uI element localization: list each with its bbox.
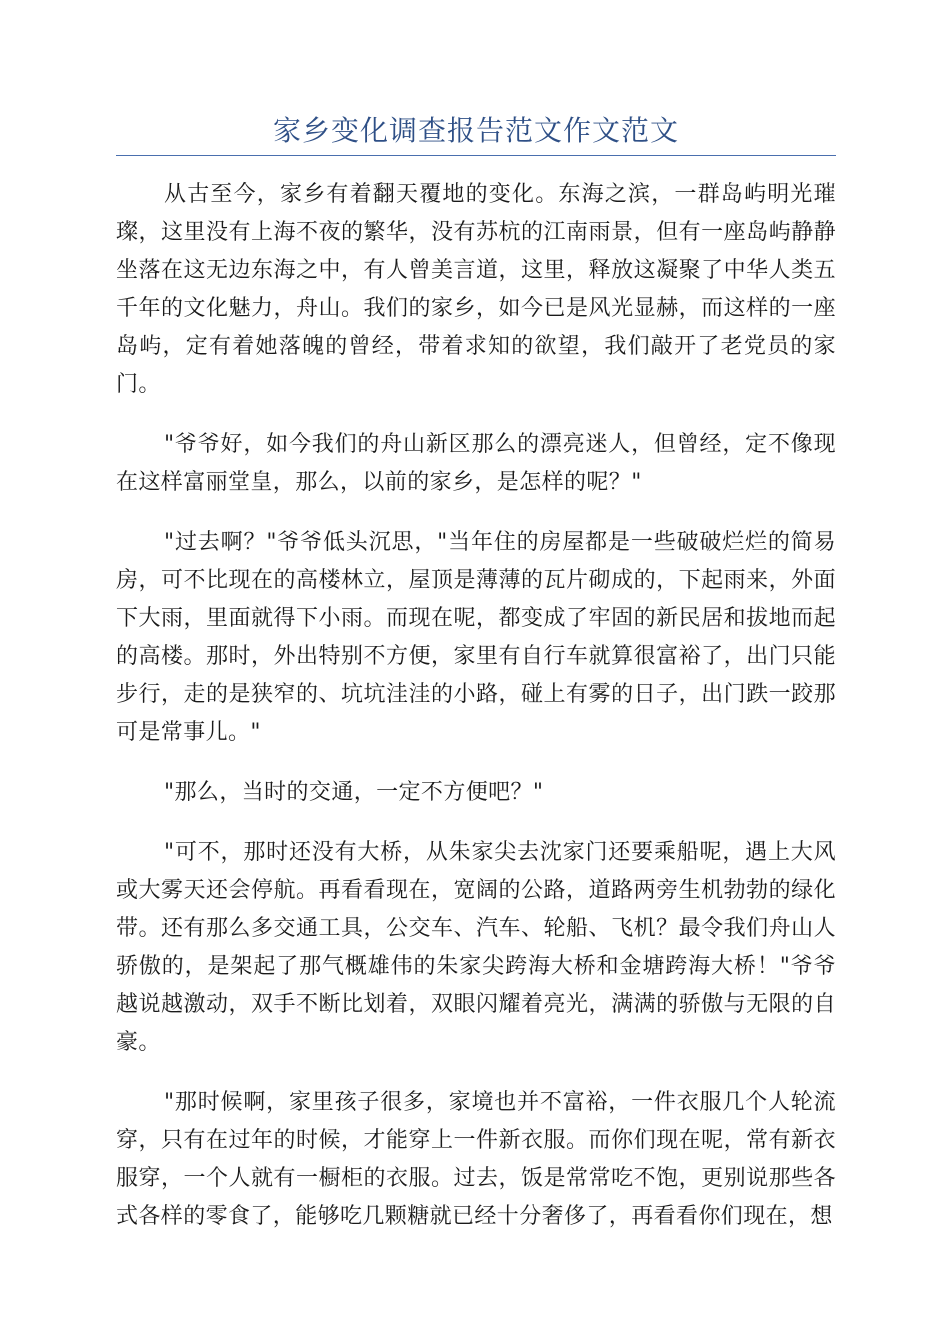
paragraph-6: "那时候啊，家里孩子很多，家境也并不富裕，一件衣服几个人轮流穿，只有在过年的时候，才能穿上一件新衣服。而你们现在呢，常有新衣服穿，一个人就有一橱柜的衣服。过去，饭是常常吃不饱，更别说那些各式各样的零食了，能够吃几颗糖就已经十分奢侈了，再看看你们现在，想 [116, 1090, 836, 1229]
paragraph-5: "可不，那时还没有大桥，从朱家尖去沈家门还要乘船呢，遇上大风或大雾天还会停航。再看看现在，宽阔的公路，道路两旁生机勃勃的绿化带。还有那么多交通工具，公交车、汽车、轮船、飞机？最令我们舟山人骄傲的，是架起了那气概雄伟的朱家尖跨海大桥和金塘跨海大桥！"爷爷越说越激动，双手不断比划着，双眼闪耀着亮光，满满的骄傲与无限的自豪。 [116, 840, 836, 1055]
title-underline [116, 155, 836, 156]
document-title: 家乡变化调查报告范文作文范文 [272, 114, 679, 147]
paragraph-4: "那么，当时的交通，一定不方便吧？" [164, 780, 544, 805]
document-body [116, 176, 836, 1258]
paragraph-3: "过去啊？"爷爷低头沉思，"当年住的房屋都是一些破破烂烂的简易房，可不比现在的高楼林立，屋顶是薄薄的瓦片砌成的，下起雨来，外面下大雨，里面就得下小雨。而现在呢，都变成了牢固的新民居和拔地而起的高楼。那时，外出特别不方便，家里有自行车就算很富裕了，出门只能步行，走的是狭窄的、坑坑洼洼的小路，碰上有雾的日子，出门跌一跤那可是常事儿。" [116, 530, 836, 745]
paragraph-2: "爷爷好，如今我们的舟山新区那么的漂亮迷人，但曾经，定不像现在这样富丽堂皇，那么，以前的家乡，是怎样的呢？" [116, 432, 836, 495]
paragraph-1: 从古至今，家乡有着翻天覆地的变化。东海之滨，一群岛屿明光璀璨，这里没有上海不夜的繁华，没有苏杭的江南雨景，但有一座岛屿静静坐落在这无边东海之中，有人曾美言道，这里，释放这凝聚了中华人类五千年的文化魅力，舟山。我们的家乡，如今已是风光显赫，而这样的一座岛屿，定有着她落魄的曾经，带着求知的欲望，我们敲开了老党员的家门。 [116, 182, 836, 397]
